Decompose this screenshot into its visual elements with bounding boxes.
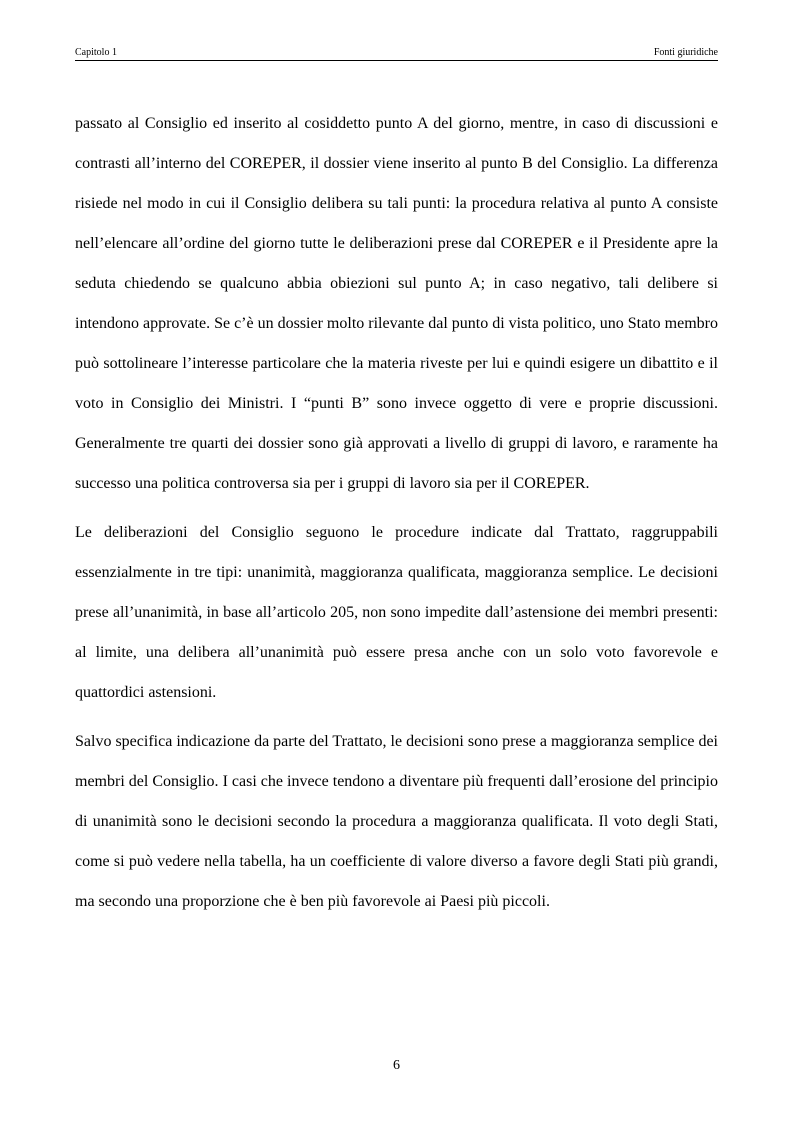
chapter-label: Capitolo 1 (75, 47, 117, 58)
paragraph-3: Salvo specifica indicazione da parte del Trattato, le decisioni sono prese a maggioranza semplice dei membri del Consiglio. I casi che invece tendono a diventare più frequenti dall’erosione del principio di unanimità sono le decisioni secondo la procedura a maggioranza qualificata. Il voto degli Stati, come si può vedere nella tabella, ha un coefficiente di valore diverso a favore degli Stati più grandi, ma secondo una proporzione che è ben più favorevole ai Paesi più piccoli. (75, 733, 718, 910)
running-header (75, 47, 718, 61)
section-title: Fonti giuridiche (653, 47, 718, 58)
paragraph-2: Le deliberazioni del Consiglio seguono le procedure indicate dal Trattato, raggruppabili essenzialmente in tre tipi: unanimità, maggioranza qualificata, maggioranza semplice. Le decisioni prese all’unanimità, in base all’articolo 205, non sono impedite dall’astensione dei membri presenti: al limite, una delibera all’unanimità può essere presa anche con un solo voto favorevole e quattordici astensioni. (75, 524, 718, 701)
paragraph-1: passato al Consiglio ed inserito al cosiddetto punto A del giorno, mentre, in caso di discussioni e contrasti all’interno del COREPER, il dossier viene inserito al punto B del Consiglio. La differenza risiede nel modo in cui il Consiglio delibera su tali punti: la procedura relativa al punto A consiste nell’elencare all’ordine del giorno tutte le deliberazioni prese dal COREPER e il Presidente apre la seduta chiedendo se qualcuno abbia obiezioni sul punto A; in caso negativo, tali delibere si intendono approvate. Se c’è un dossier molto rilevante dal punto di vista politico, uno Stato membro può sottolineare l’interesse particolare che la materia riveste per lui e quindi esigere un dibattito e il voto in Consiglio dei Ministri. I “punti B” sono invece oggetto di vere e proprie discussioni. Generalmente tre quarti dei dossier sono già approvati a livello di gruppi di lavoro, e raramente ha successo una politica controversa sia per i gruppi di lavoro sia per il COREPER. (75, 115, 718, 492)
body-text (75, 104, 718, 931)
page-number: 6 (393, 1058, 400, 1073)
